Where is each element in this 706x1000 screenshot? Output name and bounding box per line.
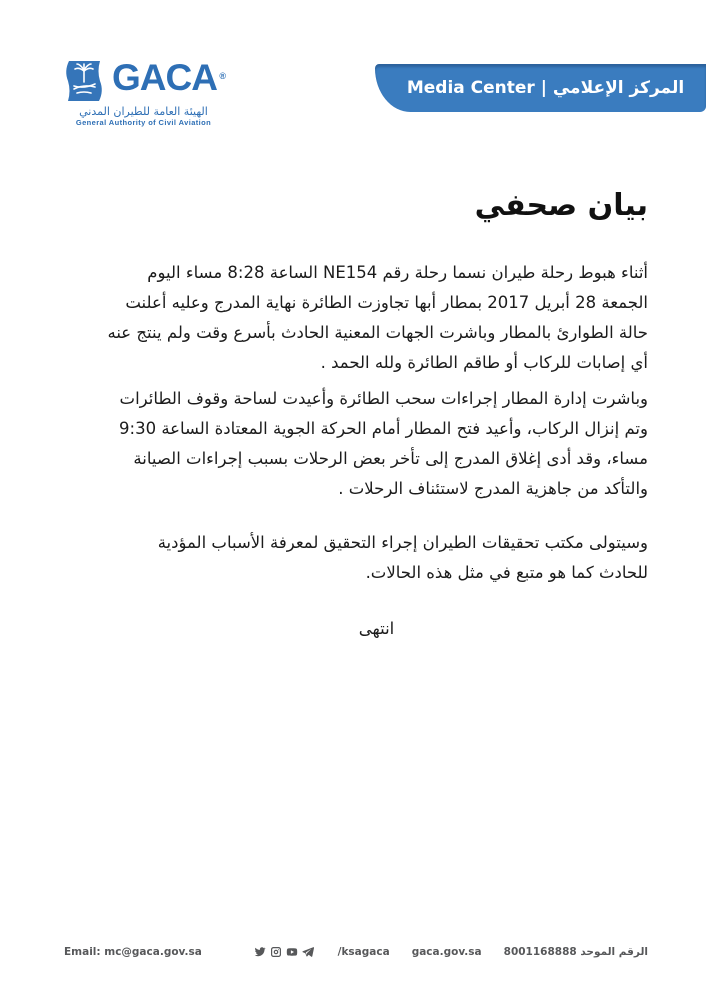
telegram-icon — [302, 946, 314, 958]
footer-website: gaca.gov.sa — [411, 946, 482, 958]
registered-trademark: ® — [219, 71, 225, 81]
media-center-banner — [375, 64, 706, 112]
saudi-flag-palm-swords-icon — [62, 58, 106, 104]
footer — [64, 946, 648, 958]
gaca-logo — [62, 58, 225, 128]
unified-phone-number: الرقم الموحد 8001168888 — [503, 946, 648, 958]
logo-arabic-name: الهيئة العامة للطيران المدني — [79, 105, 208, 118]
closing-word: انتهى — [358, 619, 395, 638]
page-title: بيان صحفي — [474, 188, 648, 223]
footer-email: Email: mc@gaca.gov.sa — [64, 946, 202, 958]
social-links — [254, 946, 314, 958]
social-handle: /ksagaca — [337, 946, 390, 958]
paragraph-response: وباشرت إدارة المطار إجراءات سحب الطائرة وأعيدت لساحة وقوف الطائرات وتم إنزال الركاب، وأعيد فتح المطار أمام الحركة الجوية المعتادة الساعة 9:30 مساء، وقد أدى إغلاق المدرج إلى تأخر بعض الرحلات بسبب إجراءات الصيانة والتأكد من جاهزية المدرج لاستئناف الرحلات . — [119, 389, 648, 498]
media-center-banner-label: Media Center | المركز الإعلامي — [406, 78, 685, 98]
youtube-icon — [286, 946, 298, 958]
twitter-icon — [254, 946, 266, 958]
paragraph-investigation: وسيتولى مكتب تحقيقات الطيران إجراء التحقيق لمعرفة الأسباب المؤدية للحادث كما هو متبع في مثل هذه الحالات. — [157, 533, 648, 582]
footer-contact-group — [254, 946, 648, 958]
logo-english-name: General Authority of Civil Aviation — [75, 118, 212, 127]
press-release-body — [105, 258, 648, 644]
paragraph-incident: أثناء هبوط رحلة طيران نسما رحلة رقم NE154 الساعة 8:28 مساء اليوم الجمعة 28 أبريل 2017 بمطار أبها تجاوزت الطائرة نهاية المدرج وعليه أعلنت حالة الطوارئ بالمطار وباشرت الجهات المعنية الحادث بأسرع وقت ولم ينتج عنه أي إصابات للركاب أو طاقم الطائرة ولله الحمد . — [107, 263, 648, 372]
gaca-wordmark: GACA ® — [112, 57, 225, 98]
instagram-icon — [270, 946, 282, 958]
